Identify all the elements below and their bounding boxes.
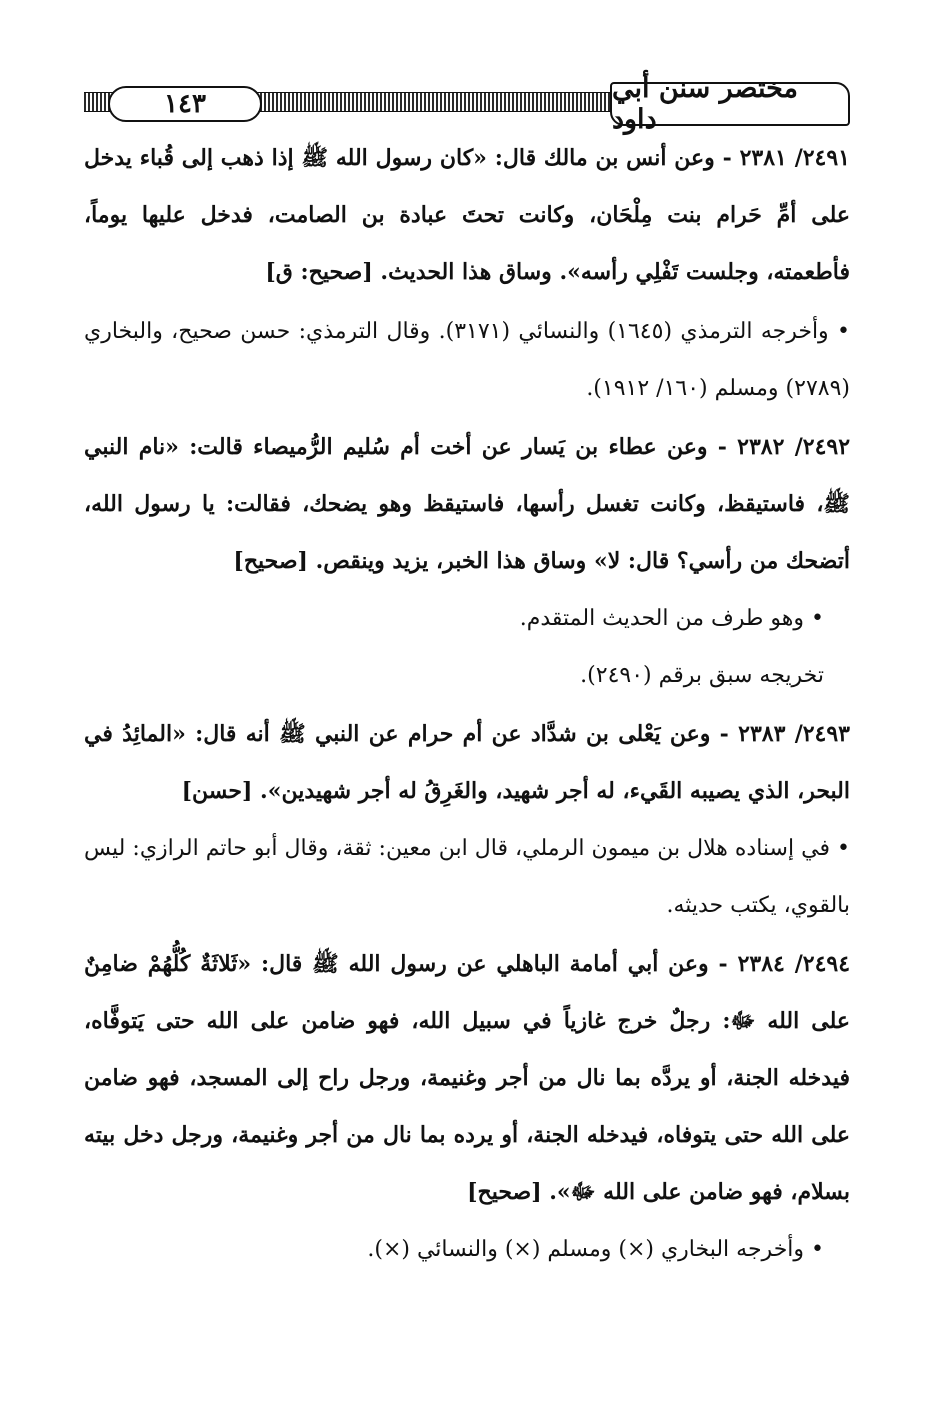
takhrij-note: • وأخرجه البخاري (×) ومسلم (×) والنسائي (×). [367, 1237, 824, 1262]
hadith-2492: ٢٤٩٢/ ٢٣٨٢ - وعن عطاء بن يَسار عن أخت أم سُليم الرُّميصاء قالت: «نام النبي ﷺ، فاستيقظ، وكانت تغسل رأسها، فاستيقظ وهو يضحك، فقالت: يا رسول الله، أتضحك من رأسي؟ قال: لا» وساق هذا الخبر، يزيد وينقص. [صحيح] [84, 434, 851, 574]
page-number: ١٤٣ [108, 86, 262, 122]
page-body [84, 130, 850, 1278]
hadith-2493: ٢٤٩٣/ ٢٣٨٣ - وعن يَعْلى بن شدَّاد عن أم حرام عن النبي ﷺ أنه قال: «المائِدُ في البحر، الذي يصيبه القَيء، له أجر شهيد، والغَرِقُ له أجر شهيدين». [حسن] [84, 721, 850, 804]
page-header [84, 73, 850, 135]
hadith-2494: ٢٤٩٤/ ٢٣٨٤ - وعن أبي أمامة الباهلي عن رسول الله ﷺ قال: «ثَلاثَةٌ كُلُّهُمْ ضامِنٌ على الله ﷻ: رجلٌ خرج غازياً في سبيل الله، فهو ضامن على الله حتى يَتوفَّاه، فيدخله الجنة، أو يردَّه بما نال من أجر وغنيمة، ورجل راح إلى المسجد، فهو ضامن على الله حتى يتوفاه، فيدخله الجنة، أو يرده بما نال من أجر وغنيمة، ورجل دخل بيته بسلام، فهو ضامن على الله ﷻ». [صحيح] [84, 951, 851, 1205]
hadith-2491: ٢٤٩١/ ٢٣٨١ - وعن أنس بن مالك قال: «كان رسول الله ﷺ إذا ذهب إلى قُباء يدخل على أمِّ حَرام بنت مِلْحَان، وكانت تحتَ عبادة بن الصامت، فدخل عليها يوماً، فأطعمته، وجلست تَفْلِي رأسه». وساق هذا الحديث. [صحيح: ق] [84, 145, 850, 285]
takhrij-note: • في إسناده هلال بن ميمون الرملي، قال ابن معين: ثقة، وقال أبو حاتم الرازي: ليس بالقوي، يكتب حديثه. [84, 836, 850, 918]
takhrij-note: تخريجه سبق برقم (٢٤٩٠). [580, 663, 824, 688]
takhrij-note: • وهو طرف من الحديث المتقدم. [519, 606, 824, 631]
book-title: مختصر سنن أبي داود [610, 82, 850, 126]
takhrij-note: • وأخرجه الترمذي (١٦٤٥) والنسائي (٣١٧١). وقال الترمذي: حسن صحيح، والبخاري (٢٧٨٩) ومسلم (١٦٠/ ١٩١٢). [84, 319, 850, 401]
